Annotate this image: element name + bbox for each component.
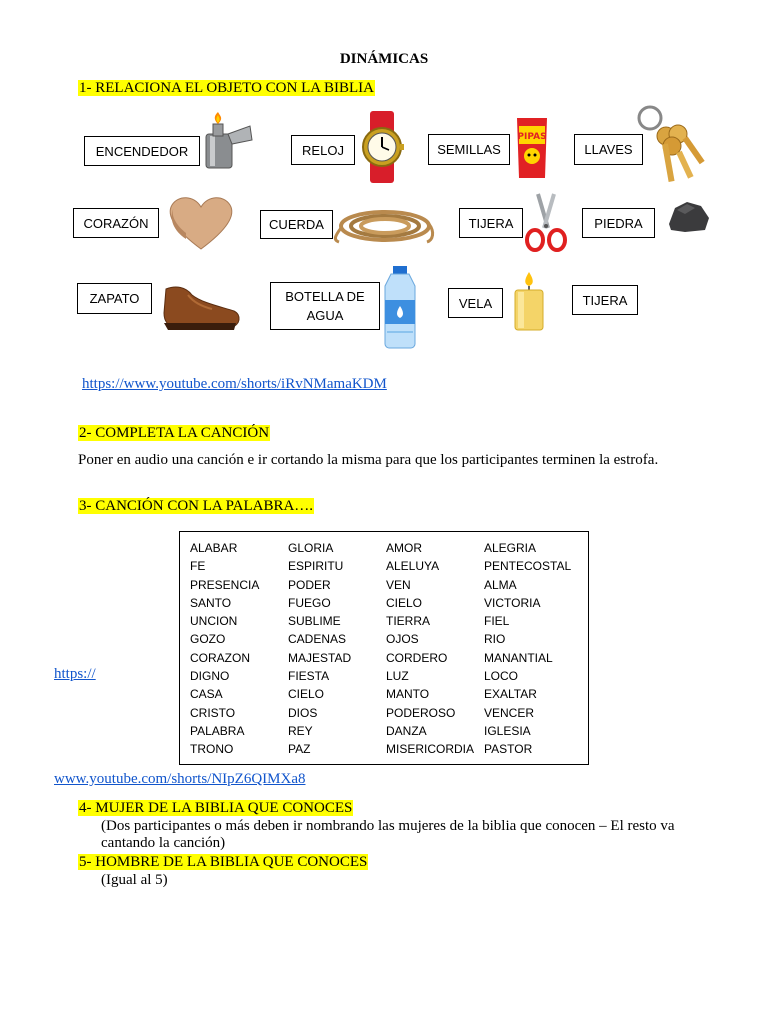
- word-item: IGLESIA: [484, 723, 531, 738]
- word-item: PODEROSO: [386, 705, 456, 720]
- section-4-text: [101, 818, 675, 852]
- shoe-icon: [162, 283, 242, 333]
- word-column-3: [386, 539, 474, 759]
- word-item: PAZ: [288, 742, 311, 757]
- word-item: OJOS: [386, 632, 419, 647]
- section-5-heading: 5- HOMBRE DE LA BIBLIA QUE CONOCES: [79, 854, 368, 870]
- water-bottle-icon: [379, 266, 421, 348]
- word-item: GLORIA: [288, 541, 334, 555]
- word-item: MANANTIAL: [484, 650, 553, 665]
- page-title: DINÁMICAS: [339, 51, 429, 67]
- word-item: SANTO: [190, 595, 232, 610]
- word-item: MANTO: [386, 687, 430, 702]
- word-item: DIOS: [288, 705, 318, 720]
- label-botella-de-agua: [270, 282, 380, 330]
- word-item: RIO: [484, 632, 506, 647]
- word-item: VICTORIA: [484, 595, 541, 610]
- label-zapato: ZAPATO: [77, 283, 152, 314]
- word-item: ALELUYA: [386, 559, 440, 574]
- word-item: FIESTA: [288, 669, 330, 684]
- word-item: LOCO: [484, 669, 519, 684]
- word-item: EXALTAR: [484, 687, 537, 702]
- section-4-text-line2: cantando la canción): [101, 835, 226, 851]
- word-item: ALABAR: [190, 541, 238, 555]
- section-5-text: (Igual al 5): [101, 872, 168, 888]
- label-semillas: SEMILLAS: [428, 134, 510, 165]
- label-piedra: PIEDRA: [582, 208, 655, 238]
- word-item: FIEL: [484, 614, 510, 629]
- word-item: MAJESTAD: [288, 650, 352, 665]
- word-table: [179, 531, 589, 765]
- section-1-heading: 1- RELACIONA EL OBJETO CON LA BIBLIA: [79, 80, 374, 96]
- word-item: DIGNO: [190, 669, 230, 684]
- word-item: UNCION: [190, 614, 238, 629]
- label-vela: VELA: [448, 288, 503, 318]
- label-tijera-2: TIJERA: [572, 285, 638, 315]
- word-item: REY: [288, 723, 313, 738]
- word-item: PRESENCIA: [190, 577, 260, 592]
- watch-icon: [360, 111, 406, 183]
- section-3-heading: 3- CANCIÓN CON LA PALABRA….: [79, 498, 314, 514]
- youtube-link-2-part1[interactable]: https://: [54, 666, 96, 682]
- word-item: LUZ: [386, 669, 409, 684]
- lighter-icon: [200, 112, 256, 170]
- word-item: VENCER: [484, 705, 535, 720]
- word-item: FE: [190, 559, 206, 574]
- stone-icon: [665, 200, 711, 234]
- word-item: AMOR: [386, 541, 422, 555]
- candle-icon: [512, 270, 546, 332]
- word-item: ALMA: [484, 577, 517, 592]
- seed-bag-icon: [515, 118, 549, 178]
- label-tijera-1: TIJERA: [459, 208, 523, 238]
- youtube-link-2-part2[interactable]: www.youtube.com/shorts/NIpZ6QIMXa8: [54, 771, 306, 787]
- word-item: PODER: [288, 577, 331, 592]
- word-item: PALABRA: [190, 723, 245, 738]
- svg-text:PIPAS: PIPAS: [517, 132, 547, 142]
- word-column-2: [288, 539, 351, 759]
- word-item: ALEGRIA: [484, 541, 537, 555]
- word-item: CASA: [190, 687, 223, 702]
- label-llaves: LLAVES: [574, 134, 643, 165]
- label-corazon: CORAZÓN: [73, 208, 159, 238]
- word-item: CIELO: [386, 595, 423, 610]
- label-botella-line1: BOTELLA DE: [285, 289, 365, 304]
- section-4-text-line1: (Dos participantes o más deben ir nombrando las mujeres de la biblia que conocen – El resto va: [101, 818, 675, 834]
- word-item: DANZA: [386, 723, 427, 738]
- keys-icon: [636, 104, 702, 186]
- word-item: MISERICORDIA: [386, 742, 475, 757]
- rope-icon: [335, 206, 435, 246]
- word-item: TRONO: [190, 742, 234, 757]
- label-reloj: RELOJ: [291, 135, 355, 165]
- scissors-icon: [524, 192, 568, 254]
- heart-icon: [166, 193, 236, 251]
- label-cuerda: CUERDA: [260, 210, 333, 239]
- section-4-heading: 4- MUJER DE LA BIBLIA QUE CONOCES: [79, 800, 353, 816]
- word-item: CIELO: [288, 687, 325, 702]
- word-column-1: [190, 539, 259, 759]
- section-2-text: Poner en audio una canción e ir cortando la misma para que los participantes terminen la estrofa.: [78, 452, 659, 468]
- word-item: CRISTO: [190, 705, 236, 720]
- word-item: VEN: [386, 577, 411, 592]
- youtube-link-1[interactable]: https://www.youtube.com/shorts/iRvNMamaKDM: [82, 376, 387, 392]
- word-item: CORAZON: [190, 650, 250, 665]
- word-item: ESPIRITU: [288, 559, 344, 574]
- word-item: GOZO: [190, 632, 226, 647]
- word-item: PASTOR: [484, 742, 533, 757]
- label-encendedor: ENCENDEDOR: [84, 136, 200, 166]
- word-item: TIERRA: [386, 614, 431, 629]
- label-botella-line2: AGUA: [306, 308, 344, 323]
- word-item: FUEGO: [288, 595, 331, 610]
- word-column-4: [484, 539, 571, 759]
- word-item: CADENAS: [288, 632, 347, 647]
- word-item: SUBLIME: [288, 614, 341, 629]
- word-item: CORDERO: [386, 650, 448, 665]
- word-item: PENTECOSTAL: [484, 559, 572, 574]
- section-2-heading: 2- COMPLETA LA CANCIÓN: [79, 425, 270, 441]
